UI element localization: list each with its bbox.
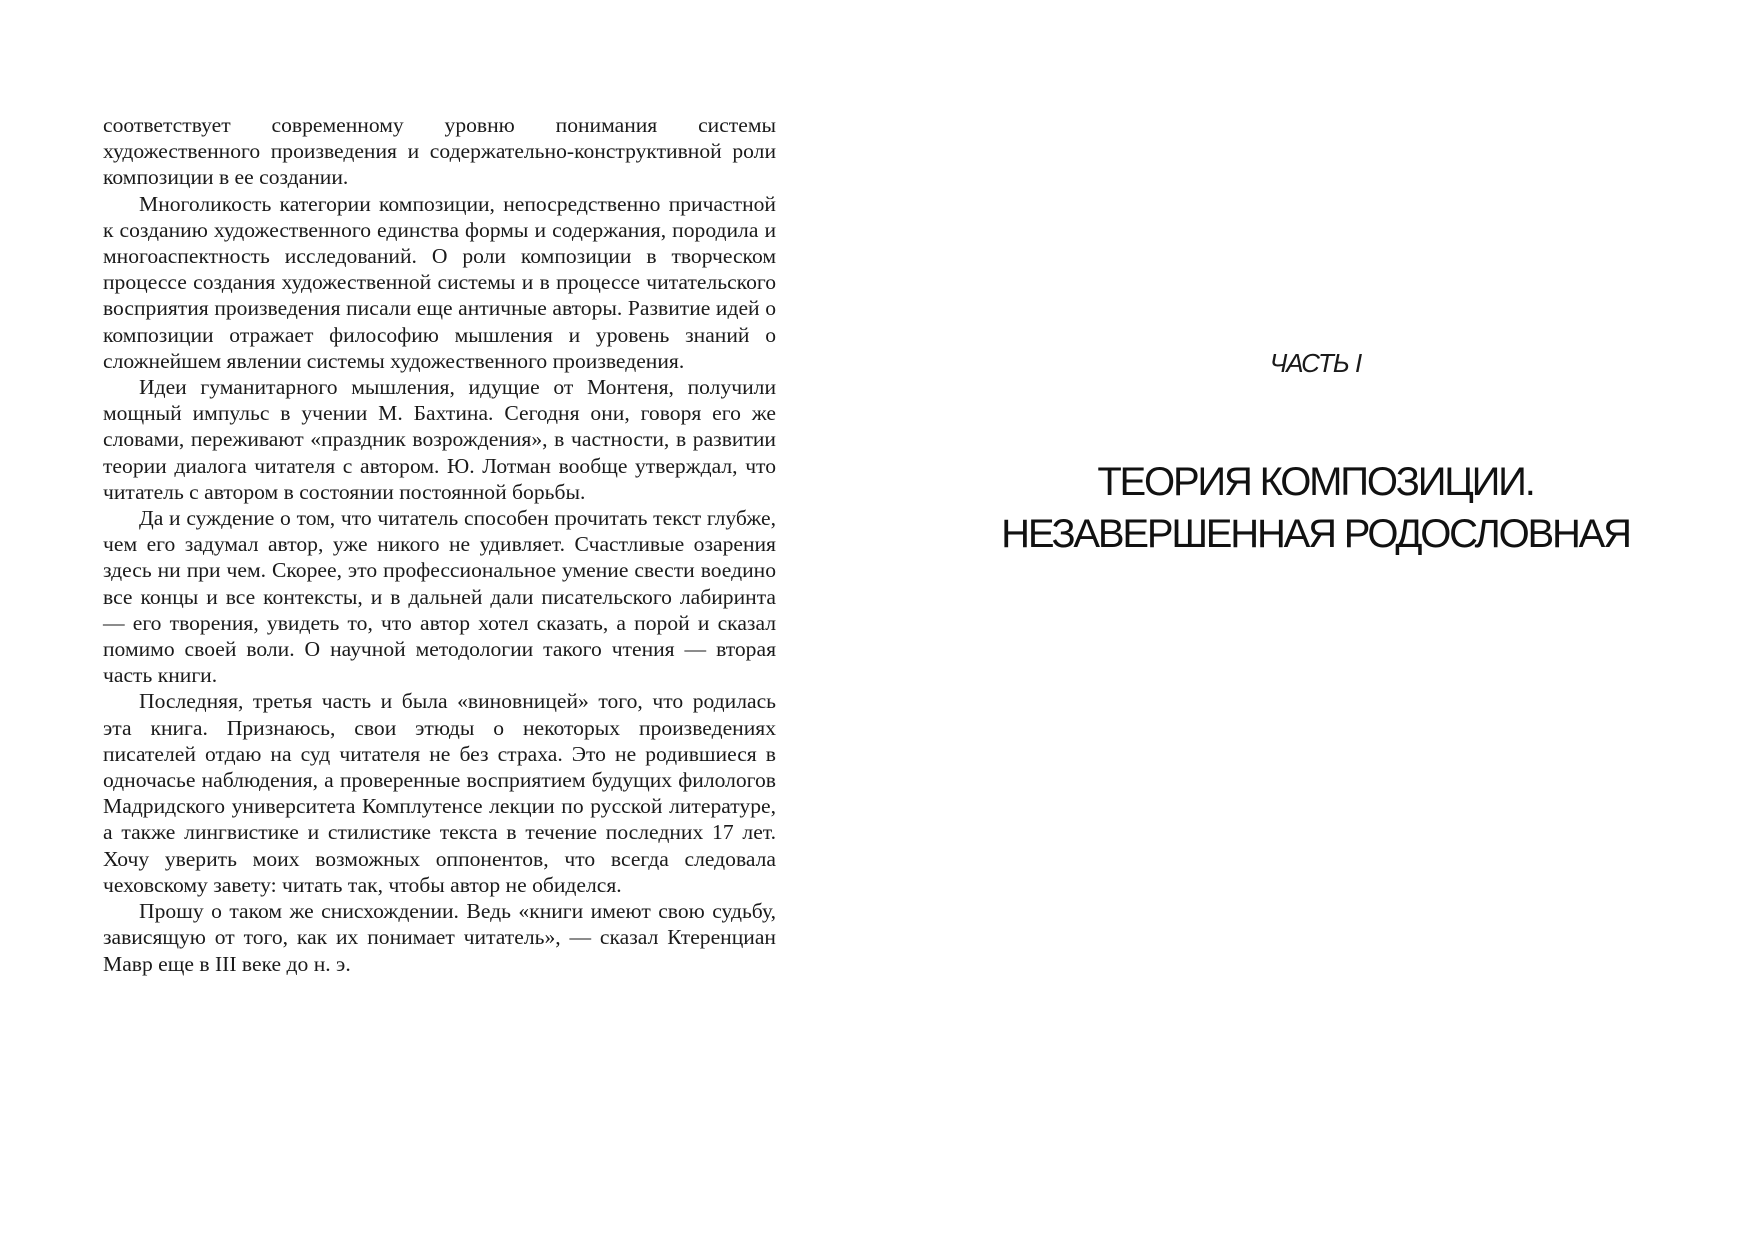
paragraph-6: Прошу о таком же снисхождении. Ведь «книги имеют свою судьбу, зависящую от того, как их понимает читатель», — сказал Ктеренциан Мавр еще в III веке до н. э. xyxy=(103,899,776,976)
paragraph-2: Многоликость категории композиции, непосредственно причастной к созданию художественного единства формы и содержания, породила и многоаспектность исследований. О роли композиции в творческом процессе создания художественной системы и в процессе читательского восприятия произведения писали еще античные авторы. Развитие идей о композиции отражает философию мышления и уровень знаний о сложнейшем явлении системы художественного произведения. xyxy=(103,191,776,373)
part-title xyxy=(877,456,1754,560)
paragraph-5: Последняя, третья часть и была «виновницей» того, что родилась эта книга. Признаюсь, свои этюды о некоторых произведениях писателей отдаю на суд читателя не без страха. Это не родившиеся в одночасье наблюдения, а проверенные восприятием будущих филологов Мадридского университета Комплутенсе лекции по русской литературе, а также лингвистике и стилистике текста в течение последних 17 лет. Хочу уверить моих возможных оппонентов, что всегда следовала чеховскому завету: читать так, чтобы автор не обиделся. xyxy=(103,689,776,897)
paragraph-1: соответствует современному уровню понимания системы художественного произведения и содержательно-конструктивной роли композиции в ее создании. xyxy=(103,113,776,190)
part-label: ЧАСТЬ I xyxy=(1269,348,1362,378)
paragraph-4: Да и суждение о том, что читатель способен прочитать текст глубже, чем его задумал автор, уже никого не удивляет. Счастливые озарения здесь ни при чем. Скорее, это профессиональное умение свести воедино все концы и все контексты, и в дальней дали писательского лабиринта — его творения, увидеть то, что автор хотел сказать, а порой и сказал помимо своей воли. О научной методологии такого чтения — вторая часть книги. xyxy=(103,506,776,688)
part-title-line-1: ТЕОРИЯ КОМПОЗИЦИИ. xyxy=(1097,460,1534,504)
right-page xyxy=(877,0,1754,1241)
left-page-text xyxy=(103,112,776,977)
part-title-line-2: НЕЗАВЕРШЕННАЯ РОДОСЛОВНАЯ xyxy=(1001,512,1630,556)
paragraph-3: Идеи гуманитарного мышления, идущие от Монтеня, получили мощный импульс в учении М. Бахтина. Сегодня они, говоря его же словами, переживают «праздник возрождения», в частности, в развитии теории диалога читателя с автором. Ю. Лотман вообще утверждал, что читатель с автором в состоянии постоянной борьбы. xyxy=(103,375,776,504)
